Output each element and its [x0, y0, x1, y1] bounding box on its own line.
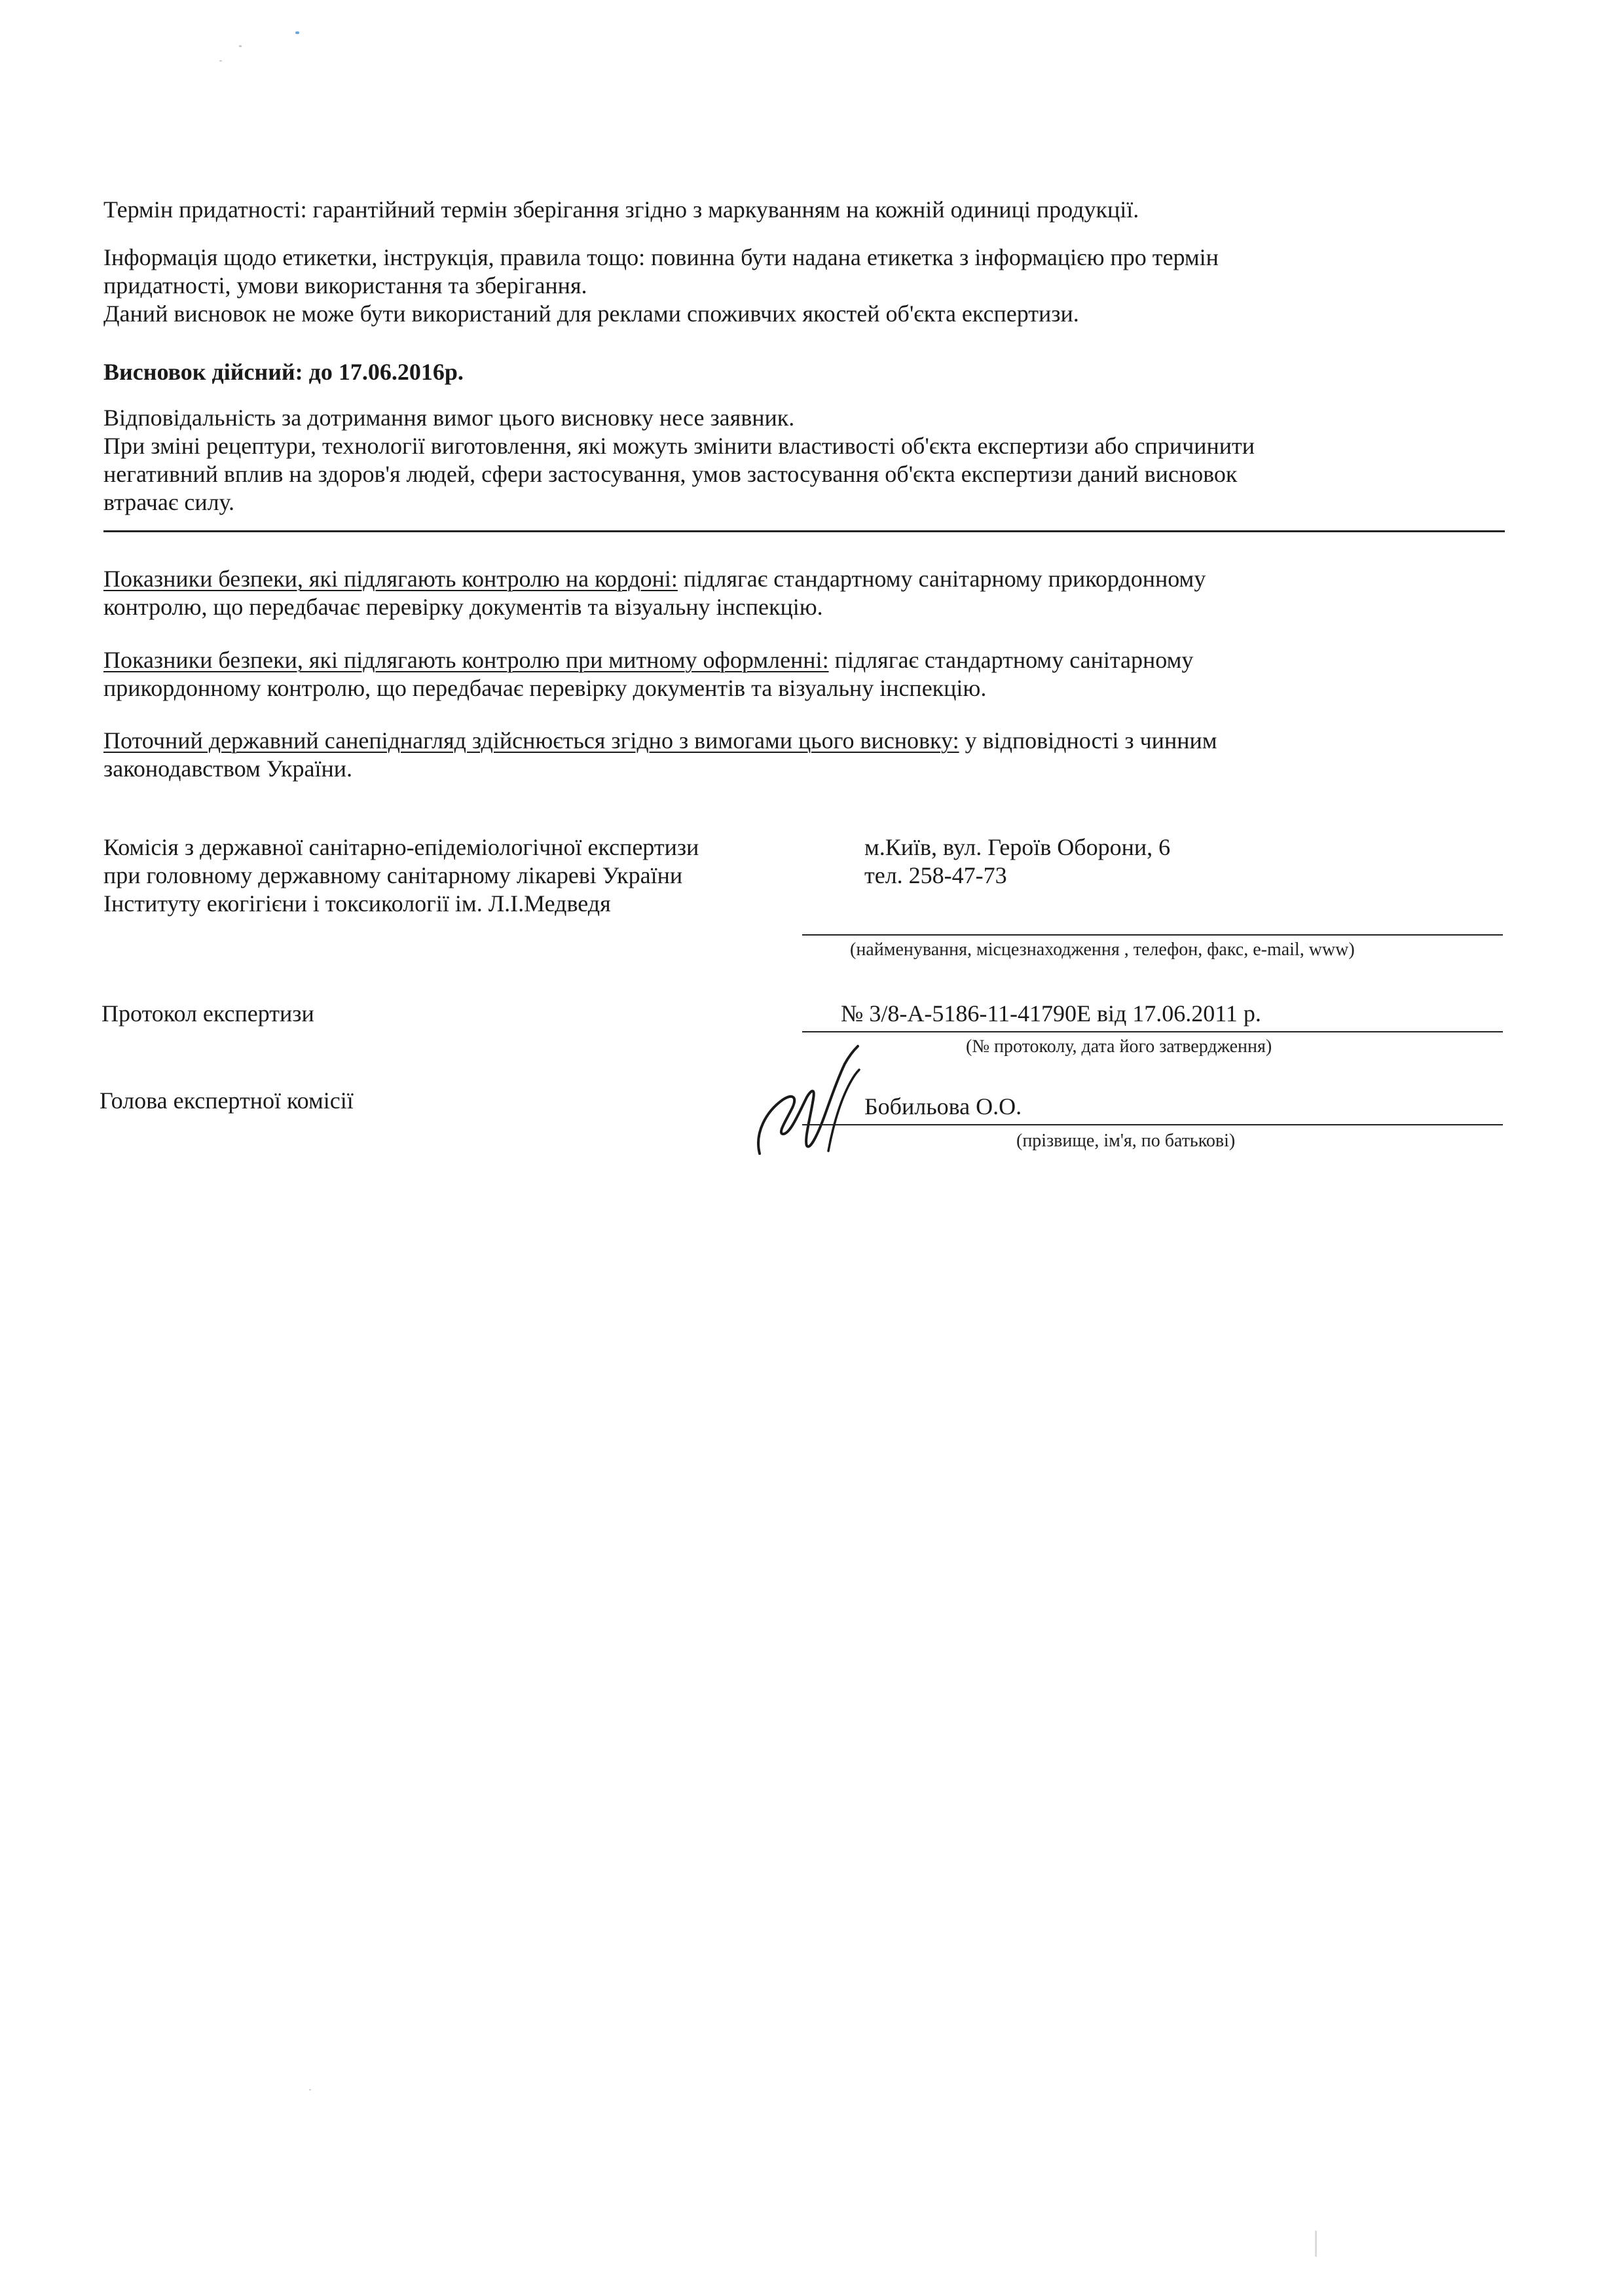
- chairman-caption: (прізвище, ім'я, по батькові): [1016, 1131, 1236, 1151]
- border-control-label: Показники безпеки, які підлягають контролю на кордоні:: [103, 566, 678, 592]
- scan-speck: [295, 31, 299, 34]
- border-control-text: підлягає стандартному санітарному прикордонному: [677, 566, 1206, 592]
- shelf-life-paragraph: [103, 196, 1511, 224]
- commission-line-1: Комісія з державної санітарно-епідеміологічної експертизи: [103, 834, 699, 860]
- responsibility-paragraph: [103, 404, 1511, 517]
- supervision-label: Поточний державний санепіднагляд здійснюється згідно з вимогами цього висновку:: [103, 727, 959, 754]
- protocol-caption: (№ протоколу, дата його затвердження): [966, 1036, 1272, 1057]
- advertising-note: Даний висновок не може бути використаний для реклами споживчих якостей об'єкта експертизи.: [103, 301, 1079, 327]
- responsibility-line-2: При зміні рецептури, технології виготовлення, які можуть змінити властивості об'єкта експертизи або спричинити: [103, 433, 1255, 459]
- chairman-underline: [802, 1124, 1503, 1125]
- commission-caption: (найменування, місцезнаходження , телефон, факс, e-mail, www): [850, 939, 1355, 960]
- label-info-line-1: Інформація щодо етикетки, інструкція, правила тощо: повинна бути надана етикетка з інформацією про термін: [103, 244, 1219, 270]
- customs-control-label: Показники безпеки, які підлягають контролю при митному оформленні:: [103, 647, 829, 673]
- customs-control-text: підлягає стандартному санітарному: [828, 647, 1194, 673]
- commission-address: м.Київ, вул. Героїв Оборони, 6: [864, 834, 1171, 860]
- protocol-underline: [802, 1031, 1503, 1032]
- customs-control-paragraph: [103, 646, 1511, 702]
- supervision-paragraph: [103, 727, 1511, 783]
- commission-phone: тел. 258-47-73: [864, 862, 1007, 888]
- border-control-paragraph: [103, 565, 1511, 621]
- border-control-line-2: контролю, що передбачає перевірку документів та візуальну інспекцію.: [103, 594, 823, 620]
- label-info-line-2: придатності, умови використання та зберігання.: [103, 272, 587, 299]
- protocol-label: Протокол експертизи: [101, 1000, 314, 1027]
- chairman-name: Бобильова О.О.: [864, 1093, 1022, 1120]
- commission-block: [103, 833, 857, 918]
- responsibility-line-4: втрачає силу.: [103, 489, 234, 515]
- scan-dot: [219, 60, 222, 62]
- responsibility-line-3: негативний вплив на здоров'я людей, сфери застосування, умов застосування об'єкта експертизи даний висновок: [103, 461, 1238, 487]
- chairman-label: Голова експертної комісії: [100, 1087, 354, 1114]
- scan-dot: [239, 45, 242, 47]
- scan-dot: [1315, 2231, 1317, 2257]
- section-divider: [103, 530, 1505, 532]
- label-info-paragraph: [103, 244, 1511, 328]
- validity-text: Висновок дійсний: до 17.06.2016р.: [103, 359, 464, 385]
- commission-line-2: при головному державному санітарному лікареві України: [103, 862, 683, 888]
- responsibility-line-1: Відповідальність за дотримання вимог цього висновку несе заявник.: [103, 405, 795, 431]
- commission-line-3: Інституту екогігієни і токсикології ім. Л.І.Медведя: [103, 890, 611, 917]
- shelf-life-label: Термін придатності:: [103, 196, 307, 223]
- scan-dot: [309, 2089, 311, 2090]
- commission-underline: [802, 934, 1503, 936]
- shelf-life-text: гарантійний термін зберігання згідно з маркуванням на кожній одиниці продукції.: [306, 196, 1139, 223]
- customs-control-line-2: прикордонному контролю, що передбачає перевірку документів та візуальну інспекцію.: [103, 675, 987, 701]
- validity-paragraph: [103, 358, 1511, 386]
- protocol-value: № 3/8-А-5186-11-41790Е від 17.06.2011 р.: [841, 1000, 1261, 1027]
- supervision-line-2: законодавством України.: [103, 756, 353, 782]
- supervision-text: у відповідності з чинним: [959, 727, 1217, 754]
